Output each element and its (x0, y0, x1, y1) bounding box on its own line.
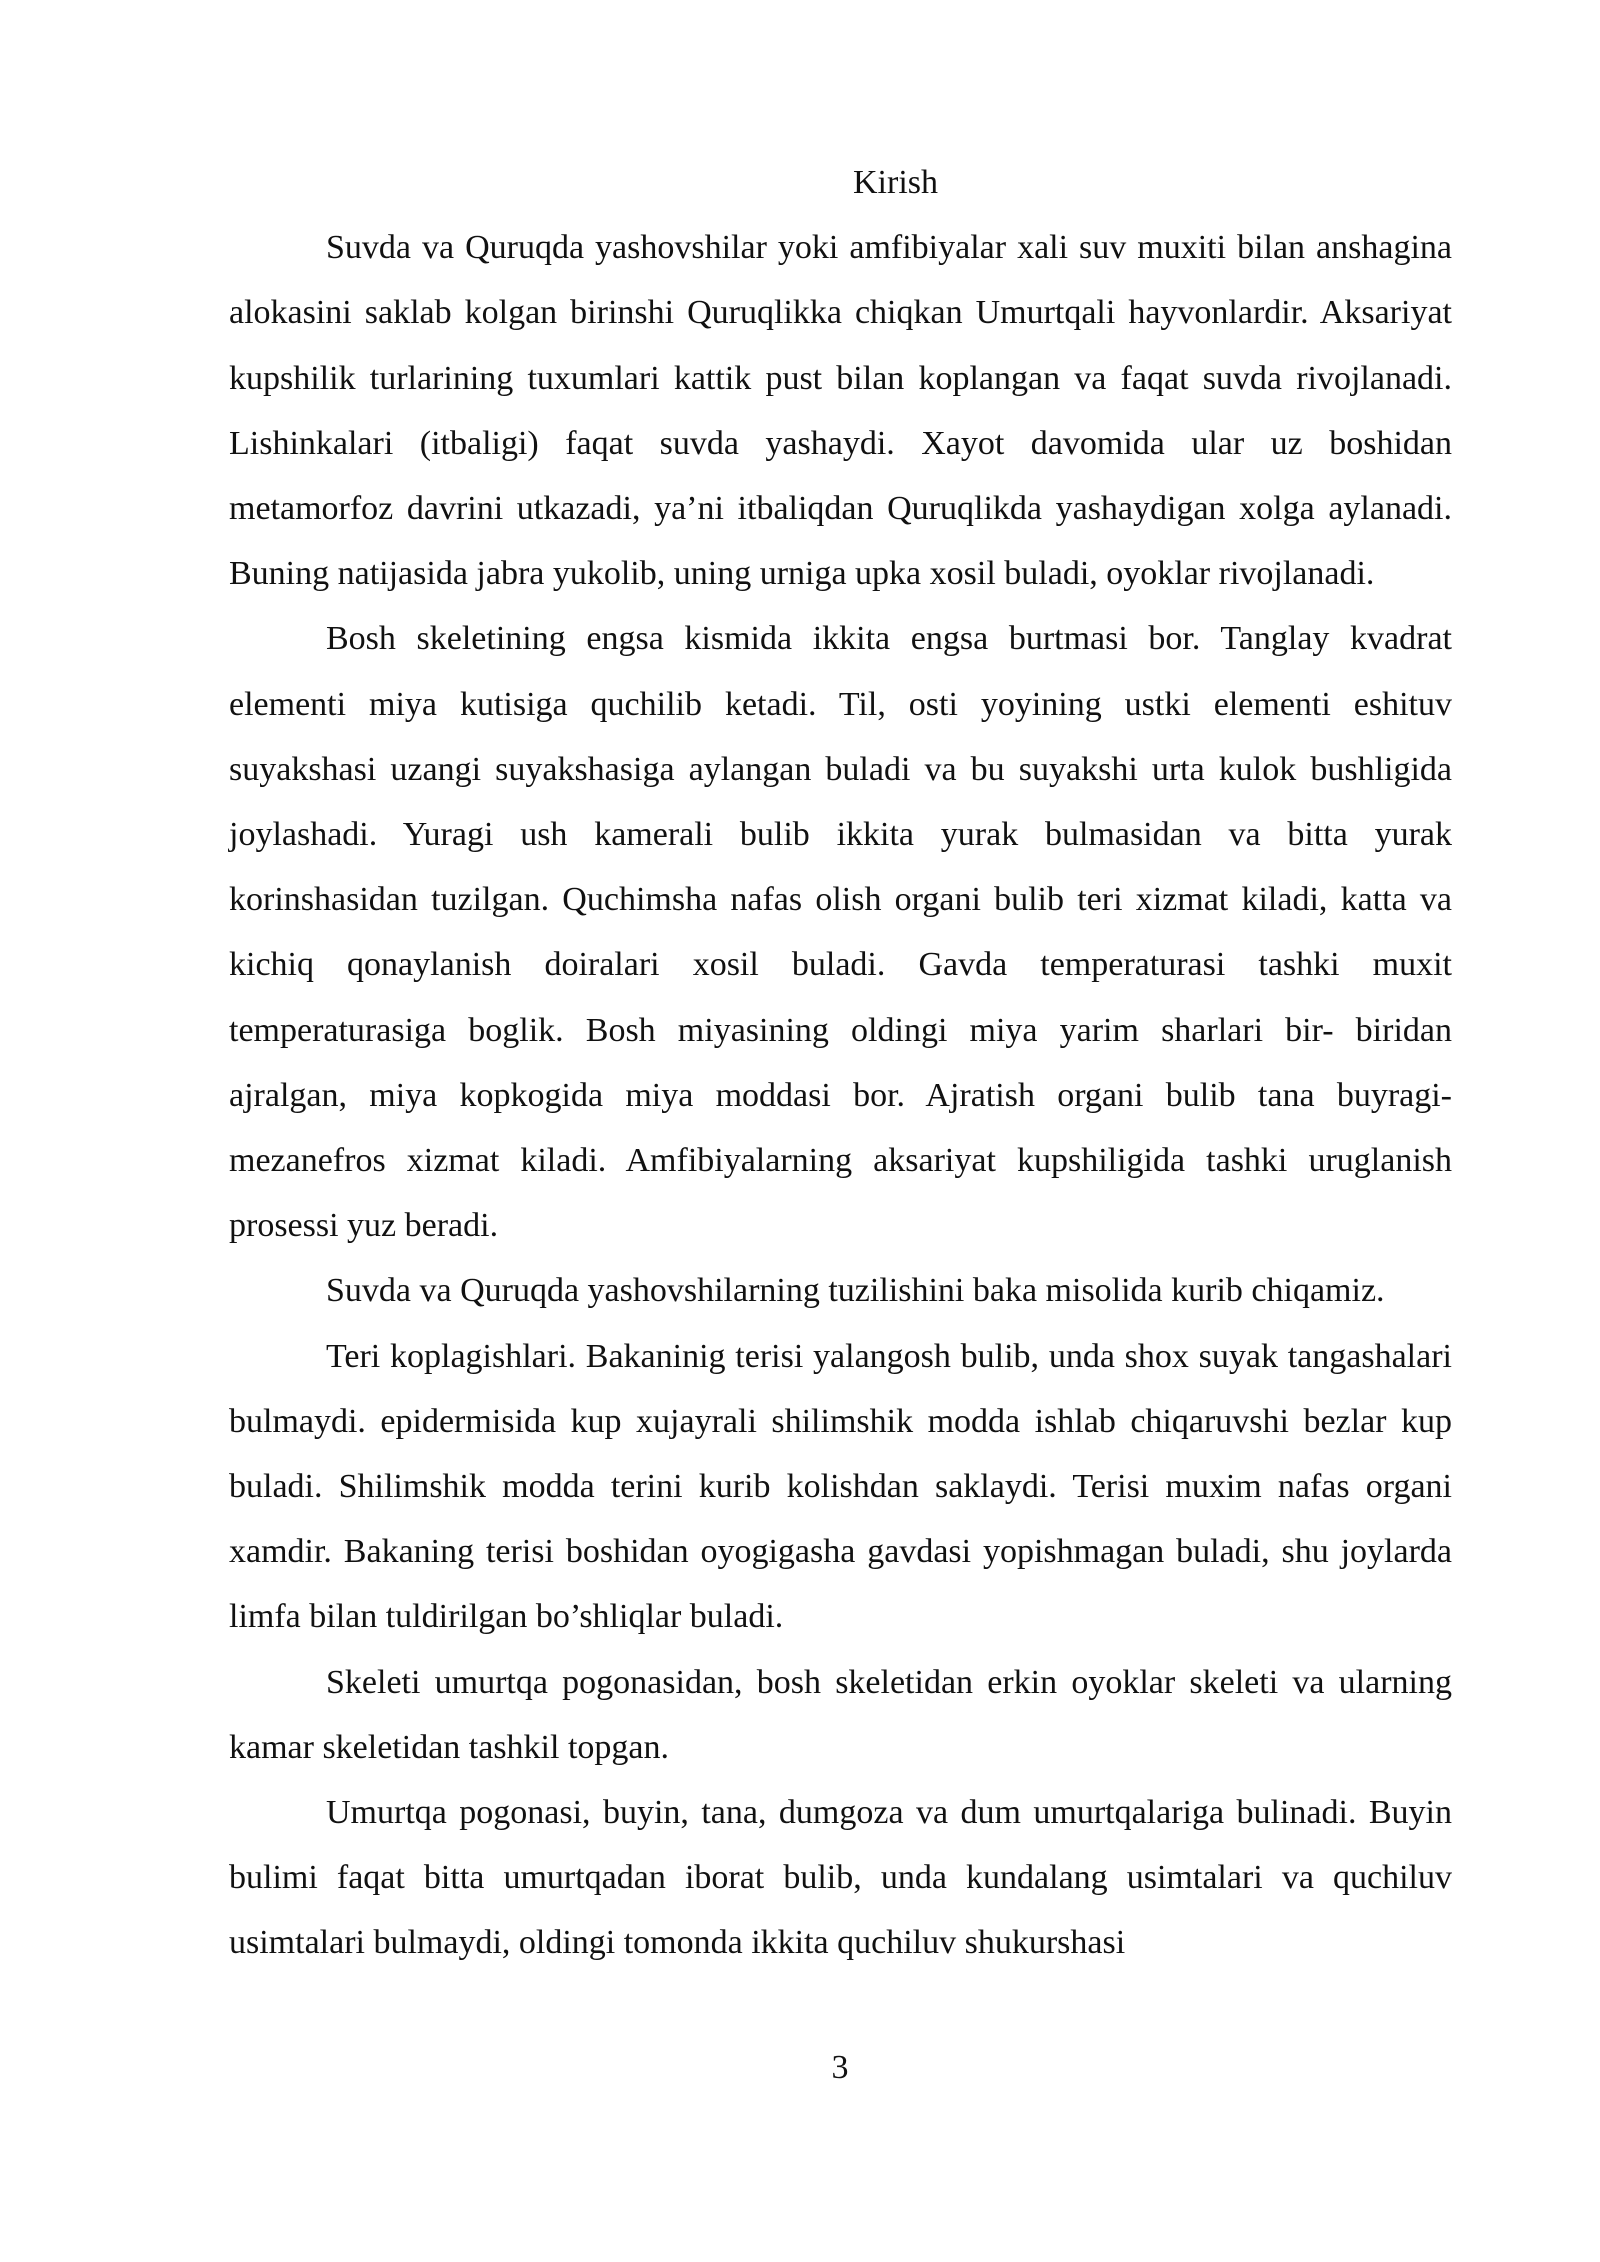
paragraph-skeleton: Skeleti umurtqa pogonasidan, bosh skeletidan erkin oyoklar skeleti va ularning kamar skeletidan tashkil topgan. (229, 1663, 1452, 1766)
page-title: Kirish (853, 164, 938, 201)
paragraph-intro: Suvda va Quruqda yashovshilar yoki amfibiyalar xali suv muxiti bilan anshagina alokasini saklab kolgan birinshi Quruqlikka chiqkan Umurtqali hayvonlardir. Aksariyat kupshilik turlarining tuxumlari kattik pust bilan koplangan va faqat suvda rivojlanadi. Lishinkalari (itbaligi) faqat suvda yashaydi. Xayot davomida ular uz boshidan metamorfoz davrini utkazadi, ya’ni itbaliqdan Quruqlikda yashaydigan xolga aylanadi. Buning natijasida jabra yukolib, uning urniga upka xosil buladi, oyoklar rivojlanadi. (229, 229, 1452, 593)
page-number: 3 (831, 2049, 849, 2086)
paragraph-spine: Umurtqa pogonasi, buyin, tana, dumgoza va dum umurtqalariga bulinadi. Buyin bulimi faqat bitta umurtqadan iborat bulib, unda kundalang usimtalari va quchiluv usimtalari bulmaydi, oldingi tomonda ikkita quchiluv shukurshasi (229, 1794, 1452, 1962)
paragraph-frog-example: Suvda va Quruqda yashovshilarning tuzilishini baka misolida kurib chiqamiz. (326, 1272, 1385, 1310)
paragraph-skin: Teri koplagishlari. Bakaninig terisi yalangosh bulib, unda shox suyak tangashalari bulmaydi. epidermisida kup xujayrali shilimshik modda ishlab chiqaruvshi bezlar kup buladi. Shilimshik modda terini kurib kolishdan saklaydi. Terisi muxim nafas organi xamdir. Bakaning terisi boshidan oyogigasha gavdasi yopishmagan buladi, shu joylarda limfa bilan tuldirilgan bo’shliqlar buladi. (229, 1337, 1452, 1636)
page-body (229, 150, 1452, 1976)
paragraph-skeleton-overview: Bosh skeletining engsa kismida ikkita engsa burtmasi bor. Tanglay kvadrat elementi miya kutisiga quchilib ketadi. Til, osti yoyining ustki elementi eshituv suyakshasi uzangi suyakshasiga aylangan buladi va bu suyakshi urta kulok bushligida joylashadi. Yuragi ush kamerali bulib ikkita yurak bulmasidan va bitta yurak korinshasidan tuzilgan. Quchimsha nafas olish organi bulib teri xizmat kiladi, katta va kichiq qonaylanish doiralari xosil buladi. Gavda temperaturasi tashki muxit temperaturasiga boglik. Bosh miyasining oldingi miya yarim sharlari bir- biridan ajralgan, miya kopkogida miya moddasi bor. Ajratish organi bulib tana buyragi- mezanefros xizmat kiladi. Amfibiyalarning aksariyat kupshiligida tashki uruglanish prosessi yuz beradi. (229, 620, 1452, 1245)
